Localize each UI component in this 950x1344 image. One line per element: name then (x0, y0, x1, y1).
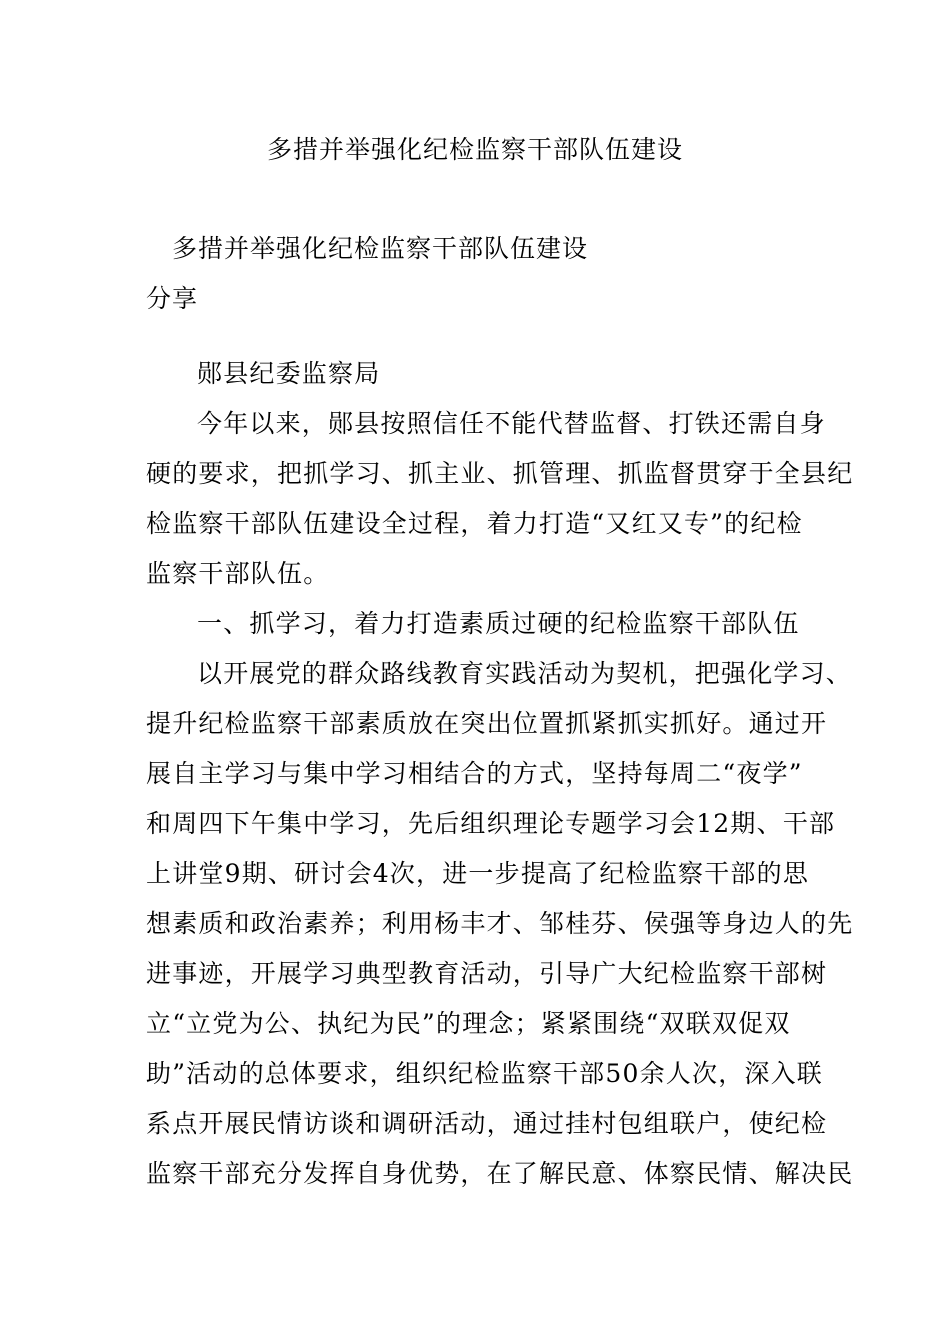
paragraph-line: 进事迹，开展学习典型教育活动，引导广大纪检监察干部树 (146, 959, 828, 988)
paragraph-line: 展自主学习与集中学习相结合的方式，坚持每周二“夜学” (146, 759, 803, 788)
author-line: 郧县纪委监察局 (197, 359, 381, 388)
paragraph-line: 想素质和政治素养；利用杨丰才、邹桂芬、侯强等身边人的先 (146, 909, 854, 938)
paragraph-line: 和周四下午集中学习，先后组织理论专题学习会12期、干部 (146, 809, 836, 838)
document-title: 多措并举强化纪检监察干部队伍建设 (266, 135, 683, 164)
paragraph-line: 监察干部充分发挥自身优势，在了解民意、体察民情、解决民 (146, 1159, 854, 1188)
paragraph-line: 今年以来，郧县按照信任不能代替监督、打铁还需自身 (197, 409, 826, 438)
paragraph-line: 监察干部队伍。 (146, 559, 330, 588)
paragraph-line: 检监察干部队伍建设全过程，着力打造“又红又专”的纪检 (146, 509, 803, 538)
paragraph-line: 立“立党为公、执纪为民”的理念；紧紧围绕“双联双促双 (146, 1009, 791, 1038)
paragraph-line: 上讲堂9期、研讨会4次，进一步提高了纪检监察干部的思 (146, 859, 810, 888)
paragraph-line: 助”活动的总体要求，组织纪检监察干部50余人次，深入联 (146, 1059, 823, 1088)
section-heading: 一、抓学习，着力打造素质过硬的纪检监察干部队伍 (197, 609, 800, 638)
paragraph-line: 提升纪检监察干部素质放在突出位置抓紧抓实抓好。通过开 (146, 709, 828, 738)
paragraph-line: 以开展党的群众路线教育实践活动为契机，把强化学习、 (197, 659, 853, 688)
paragraph-line: 硬的要求，把抓学习、抓主业、抓管理、抓监督贯穿于全县纪 (146, 459, 854, 488)
document-subtitle: 多措并举强化纪检监察干部队伍建设 (172, 234, 589, 263)
paragraph-line: 系点开展民情访谈和调研活动，通过挂村包组联户，使纪检 (146, 1109, 828, 1138)
share-label: 分享 (146, 284, 199, 313)
